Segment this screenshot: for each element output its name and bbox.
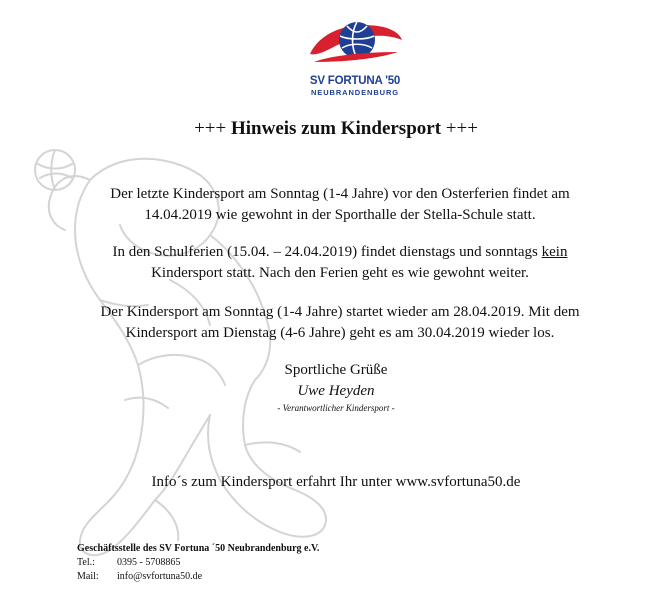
title-prefix: +++ xyxy=(194,118,227,139)
title-text: Hinweis zum Kindersport xyxy=(230,118,442,139)
footer-org: Geschäftsstelle des SV Fortuna ´50 Neubrandenburg e.V. xyxy=(77,543,320,554)
paragraph-line: Kindersport am Dienstag (4-6 Jahre) geht es am 30.04.2019 wieder los. xyxy=(125,325,555,341)
title-suffix: +++ xyxy=(445,118,478,139)
footer-tel-row xyxy=(77,556,319,570)
emphasis-kein: kein xyxy=(541,244,568,260)
paragraph-line: 14.04.2019 wie gewohnt in der Sporthalle der Stella-Schule statt. xyxy=(144,207,536,223)
paragraph-text: In den Schulferien (15.04. – 24.04.2019) findet dienstags und sonntags xyxy=(112,244,542,260)
logo-club-name: SV FORTUNA '50 xyxy=(309,75,401,87)
footer-mail-label: Mail: xyxy=(77,571,99,582)
footer-tel-label: Tel.: xyxy=(77,557,95,568)
info-line: Info´s zum Kindersport erfahrt Ihr unter www.svfortuna50.de xyxy=(151,474,521,490)
footer-mail-value: info@svfortuna50.de xyxy=(117,571,203,582)
paragraph-easter-sunday xyxy=(40,184,640,226)
page-title xyxy=(0,118,672,140)
logo-city-name: NEUBRANDENBURG xyxy=(310,87,400,97)
footer-mail-row xyxy=(77,570,319,584)
paragraph-line: Der letzte Kindersport am Sonntag (1-4 Jahre) vor den Osterferien findet am xyxy=(110,186,570,202)
footer-contact xyxy=(77,542,319,584)
signature-role: - Verantwortlicher Kindersport - xyxy=(277,403,395,413)
handball-logo-icon xyxy=(300,12,410,76)
paragraph-line: Der Kindersport am Sonntag (1-4 Jahre) startet wieder am 28.04.2019. Mit dem xyxy=(100,304,580,320)
signature-greeting: Sportliche Grüße xyxy=(284,362,388,378)
footer-tel-value: 0395 - 5708865 xyxy=(117,557,181,568)
paragraph-restart xyxy=(40,302,640,344)
paragraph-holidays xyxy=(40,242,640,284)
paragraph-line xyxy=(40,242,640,263)
signature-name: Uwe Heyden xyxy=(297,383,375,399)
paragraph-line: Kindersport statt. Nach den Ferien geht es wie gewohnt weiter. xyxy=(151,265,529,281)
club-logo xyxy=(300,12,410,100)
